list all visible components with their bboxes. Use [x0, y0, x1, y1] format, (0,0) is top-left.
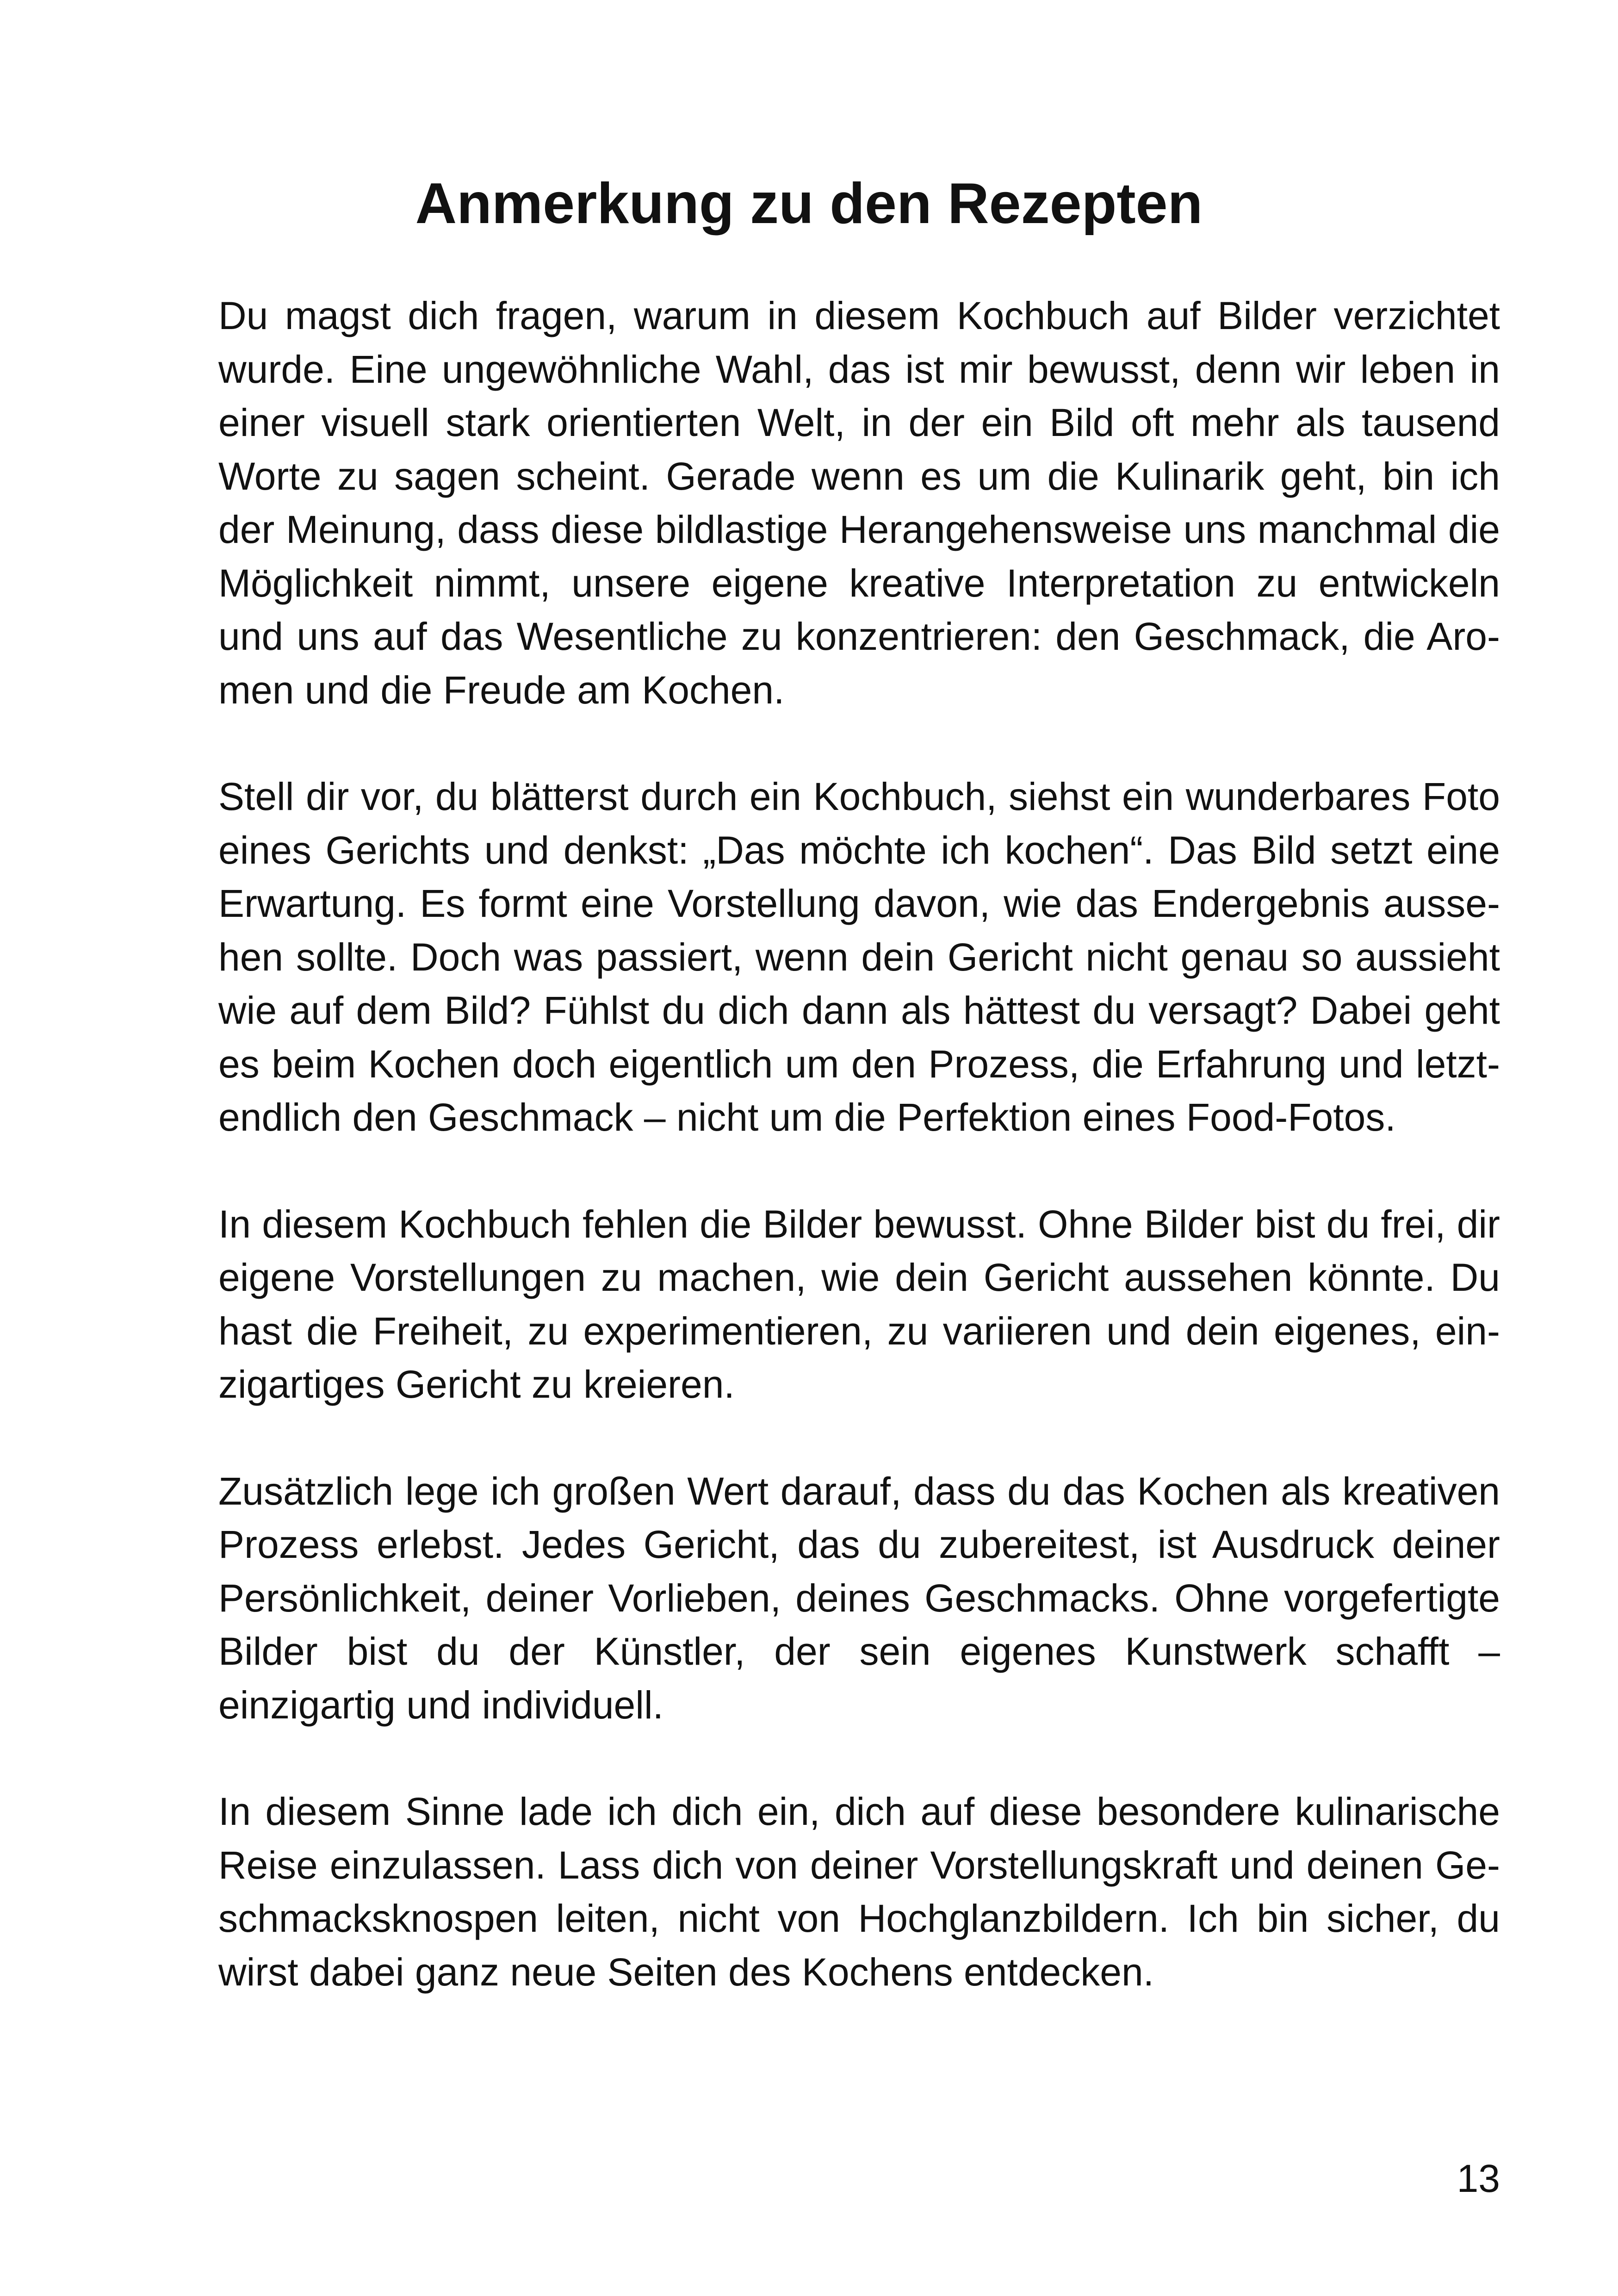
page-number: 13 [1457, 2157, 1500, 2200]
paragraph-4: Zusätzlich lege ich großen Wert darauf, dass du das Kochen als kreativen Prozess erlebst. Jedes Gericht, das du zubereitest, ist Ausdruck deiner Persönlichkeit, deiner Vorlieben, deines Geschmacks. Ohne vorgefertigte Bilder bist du der Künstler, der sein eigenes Kunstwerk schafft – einzigartig und individuell. [218, 1469, 1500, 1727]
paragraph-2: Stell dir vor, du blätterst durch ein Kochbuch, siehst ein wunderbares Foto eines Gerichts und denkst: „Das möchte ich kochen“. Das Bild setzt eine Erwartung. Es formt eine Vorstellung davon, wie das Endergebnis aussehen sollte. Doch was passiert, wenn dein Gericht nicht genau so aussieht wie auf dem Bild? Fühlst du dich dann als hättest du versagt? Dabei geht es beim Kochen doch eigentlich um den Prozess, die Erfahrung und letztendlich den Geschmack – nicht um die Perfektion eines Food-Fotos. [218, 775, 1500, 1139]
paragraph-1: Du magst dich fragen, warum in diesem Kochbuch auf Bilder verzichtet wurde. Eine ungewöhnliche Wahl, das ist mir bewusst, denn wir leben in einer visuell stark orientierten Welt, in der ein Bild oft mehr als tausend Worte zu sagen scheint. Gerade wenn es um die Kulinarik geht, bin ich der Meinung, dass diese bildlastige Herangehensweise uns manchmal die Möglichkeit nimmt, unsere eigene kreative Interpretation zu entwickeln und uns auf das Wesentliche zu konzentrieren: den Geschmack, die Aromen und die Freude am Kochen. [218, 294, 1500, 712]
body-text [218, 289, 1500, 1999]
page-title: Anmerkung zu den Rezepten [415, 172, 1203, 236]
paragraph-5: In diesem Sinne lade ich dich ein, dich auf diese besondere kulinarische Reise einzulassen. Lass dich von deiner Vorstellungskraft und deinen Geschmacksknospen leiten, nicht von Hochglanzbildern. Ich bin sicher, du wirst dabei ganz neue Seiten des Kochens entdecken. [218, 1790, 1500, 1994]
paragraph-3: In diesem Kochbuch fehlen die Bilder bewusst. Ohne Bilder bist du frei, dir eigene Vorstellungen zu machen, wie dein Gericht aussehen könnte. Du hast die Freiheit, zu experimentieren, zu variieren und dein eigenes, einzigartiges Gericht zu kreieren. [218, 1202, 1500, 1406]
